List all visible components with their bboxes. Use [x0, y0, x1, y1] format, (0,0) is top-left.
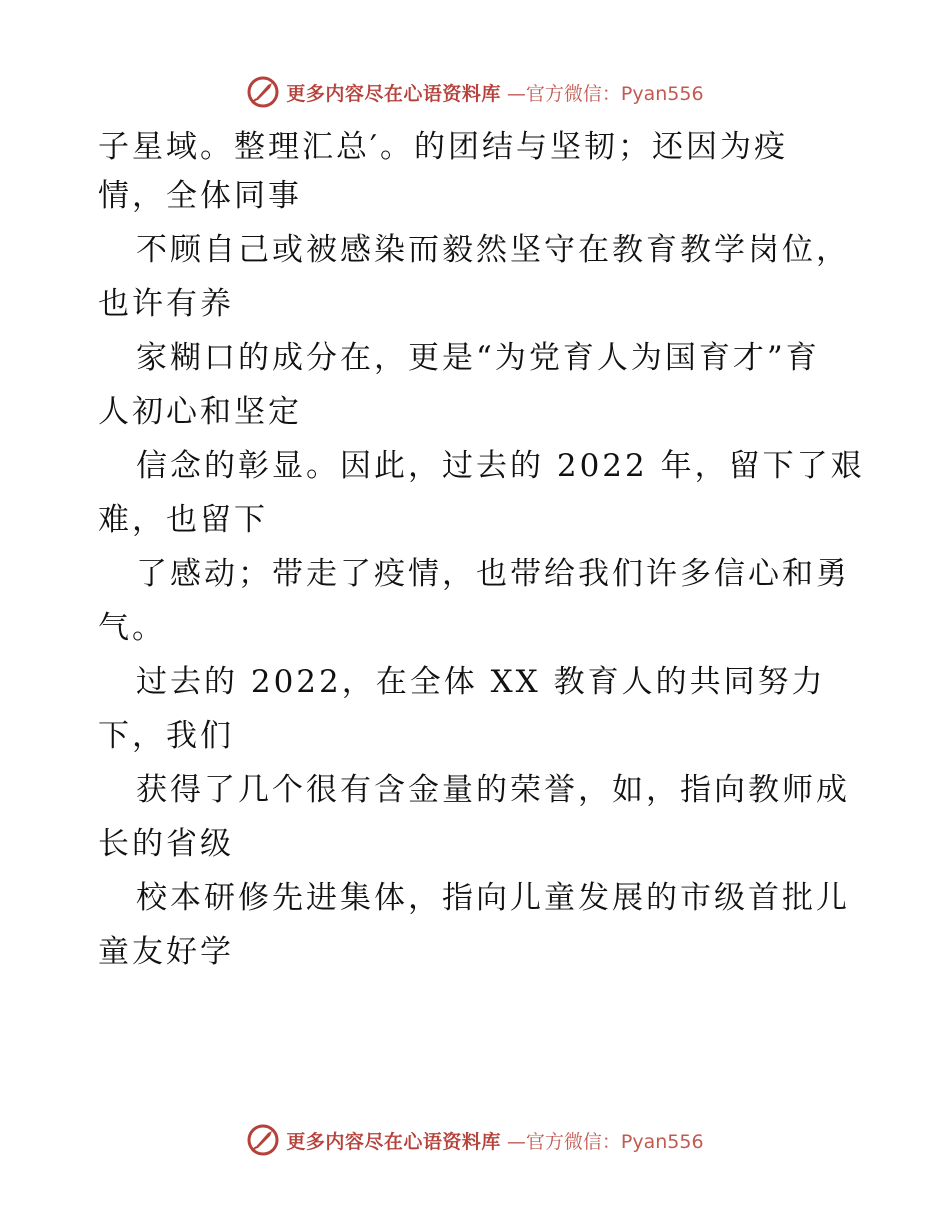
body-line: 人初心和坚定 [98, 394, 302, 430]
body-line: 不顾自己或被感染而毅然坚守在教育教学岗位， [136, 232, 850, 268]
body-line: 获得了几个很有含金量的荣誉，如，指向教师成 [136, 772, 850, 808]
body-line: 校本研修先进集体，指向儿童发展的市级首批儿 [136, 880, 850, 916]
body-line: 信念的彰显。因此，过去的 2022 年，留下了艰 [136, 448, 865, 484]
banner-title: 更多内容尽在心语资料库 [286, 82, 501, 105]
body-line: 情，全体同事 [98, 178, 302, 214]
body-line: 长的省级 [98, 826, 234, 862]
quill-logo-icon [246, 75, 280, 109]
body-line: 气。 [98, 610, 166, 646]
body-line: 童友好学 [98, 934, 234, 970]
body-line: 了感动；带走了疫情，也带给我们许多信心和勇 [136, 556, 850, 592]
header-banner [0, 72, 950, 112]
body-line: 子星域。整理汇总′。的团结与坚韧；还因为疫 [98, 129, 789, 165]
body-line: 也许有养 [98, 286, 234, 322]
body-line: 难，也留下 [98, 502, 268, 538]
banner-wechat: —官方微信：Pyan556 [506, 1130, 704, 1153]
banner-title: 更多内容尽在心语资料库 [286, 1130, 501, 1153]
document-body [98, 122, 865, 976]
quill-logo-icon [246, 1123, 280, 1157]
body-line: 下，我们 [98, 718, 234, 754]
body-line: 过去的 2022，在全体 XX 教育人的共同努力 [136, 664, 826, 700]
body-line: 家糊口的成分在，更是“为党育人为国育才”育 [136, 340, 820, 376]
footer-banner [0, 1120, 950, 1160]
banner-wechat: —官方微信：Pyan556 [506, 82, 704, 105]
